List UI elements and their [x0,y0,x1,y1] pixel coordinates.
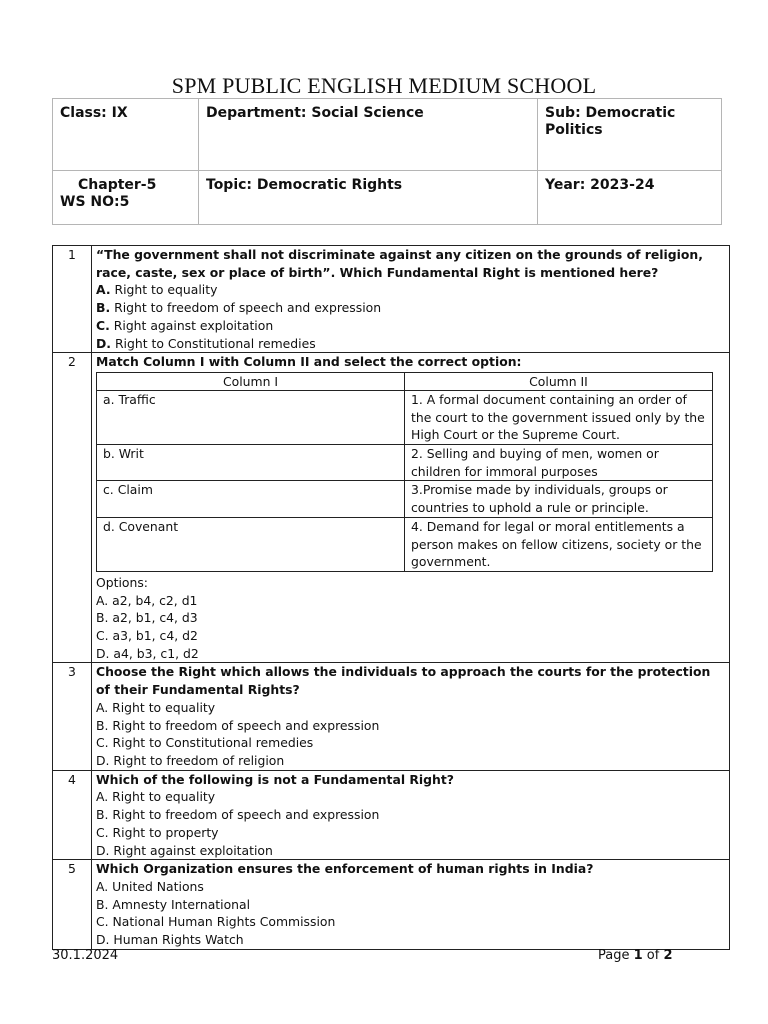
option: C. National Human Rights Commission [96,914,336,930]
question-text: Which of the following is not a Fundamental Right? [96,771,454,787]
option: B. Right to freedom of speech and expression [96,300,382,316]
option: B. Right to freedom of speech and expression [96,717,380,733]
option: A. Right to equality [96,282,218,298]
option: C. Right to property [96,824,219,840]
match-row [97,481,713,517]
question-cell [92,770,730,860]
questions-table [52,245,730,950]
option: D. a4, b3, c1, d2 [96,645,199,661]
option: C. Right against exploitation [96,317,274,333]
option: B. Right to freedom of speech and expression [96,807,380,823]
option: D. Right against exploitation [96,842,273,858]
option: B. a2, b1, c4, d3 [96,610,198,626]
match-right: 3.Promise made by individuals, groups or countries to uphold a rule or principle. [405,481,713,517]
option: C. a3, b1, c4, d2 [96,628,198,644]
match-row [97,517,713,571]
option: C. Right to Constitutional remedies [96,735,314,751]
option: D. Right to Constitutional remedies [96,335,316,351]
option: A. Right to equality [96,789,216,805]
match-row [97,390,713,444]
chapter-cell [53,171,199,225]
match-right: 2. Selling and buying of men, women or children for immoral purposes [405,445,713,481]
match-left: d. Covenant [97,517,405,571]
question-cell [92,663,730,770]
match-row [97,445,713,481]
question-cell [92,246,730,353]
option: D. Human Rights Watch [96,932,244,948]
footer-date: 30.1.2024 [52,948,119,963]
match-right: 1. A formal document containing an order of the court to the government issued only by the High Court or the Supreme Court. [405,390,713,444]
question-number: 2 [53,353,92,663]
subject-cell: Sub: Democratic Politics [538,99,722,171]
page-indicator: Page 1 of 2 [598,948,673,963]
year-cell: Year: 2023-24 [538,171,722,225]
class-cell: Class: IX [53,99,199,171]
ws-number: WS NO:5 [60,194,130,210]
question-row [53,860,730,950]
school-title: SPM PUBLIC ENGLISH MEDIUM SCHOOL [171,73,597,98]
question-cell [92,860,730,950]
question-text: Which Organization ensures the enforcement of human rights in India? [96,861,594,877]
match-right: 4. Demand for legal or moral entitlements a person makes on fellow citizens, society or the government. [405,517,713,571]
option: B. Amnesty International [96,896,251,912]
question-text: “The government shall not discriminate against any citizen on the grounds of religion, race, caste, sex or place of birth”. Which Fundamental Right is mentioned here? [96,247,703,280]
header-table [52,98,722,225]
question-text: Match Column I with Column II and select the correct option: [96,354,522,370]
question-row [53,663,730,770]
question-number: 3 [53,663,92,770]
question-number: 1 [53,246,92,353]
option: A. United Nations [96,878,204,894]
match-column-header: Column II [405,372,713,390]
question-cell [92,353,730,663]
options-label: Options: [96,574,148,590]
match-table [96,372,713,572]
question-text: Choose the Right which allows the individuals to approach the courts for the protection of their Fundamental Rights? [96,664,711,698]
topic-cell: Topic: Democratic Rights [199,171,538,225]
department-cell: Department: Social Science [199,99,538,171]
question-number: 4 [53,770,92,860]
option: A. a2, b4, c2, d1 [96,592,198,608]
question-row [53,246,730,353]
match-left: b. Writ [97,445,405,481]
match-left: c. Claim [97,481,405,517]
match-column-header: Column I [97,372,405,390]
question-row [53,353,730,663]
question-row [53,770,730,860]
chapter-label: Chapter-5 [78,177,157,193]
option: D. Right to freedom of religion [96,752,285,768]
question-number: 5 [53,860,92,950]
match-left: a. Traffic [97,390,405,444]
option: A. Right to equality [96,699,216,715]
